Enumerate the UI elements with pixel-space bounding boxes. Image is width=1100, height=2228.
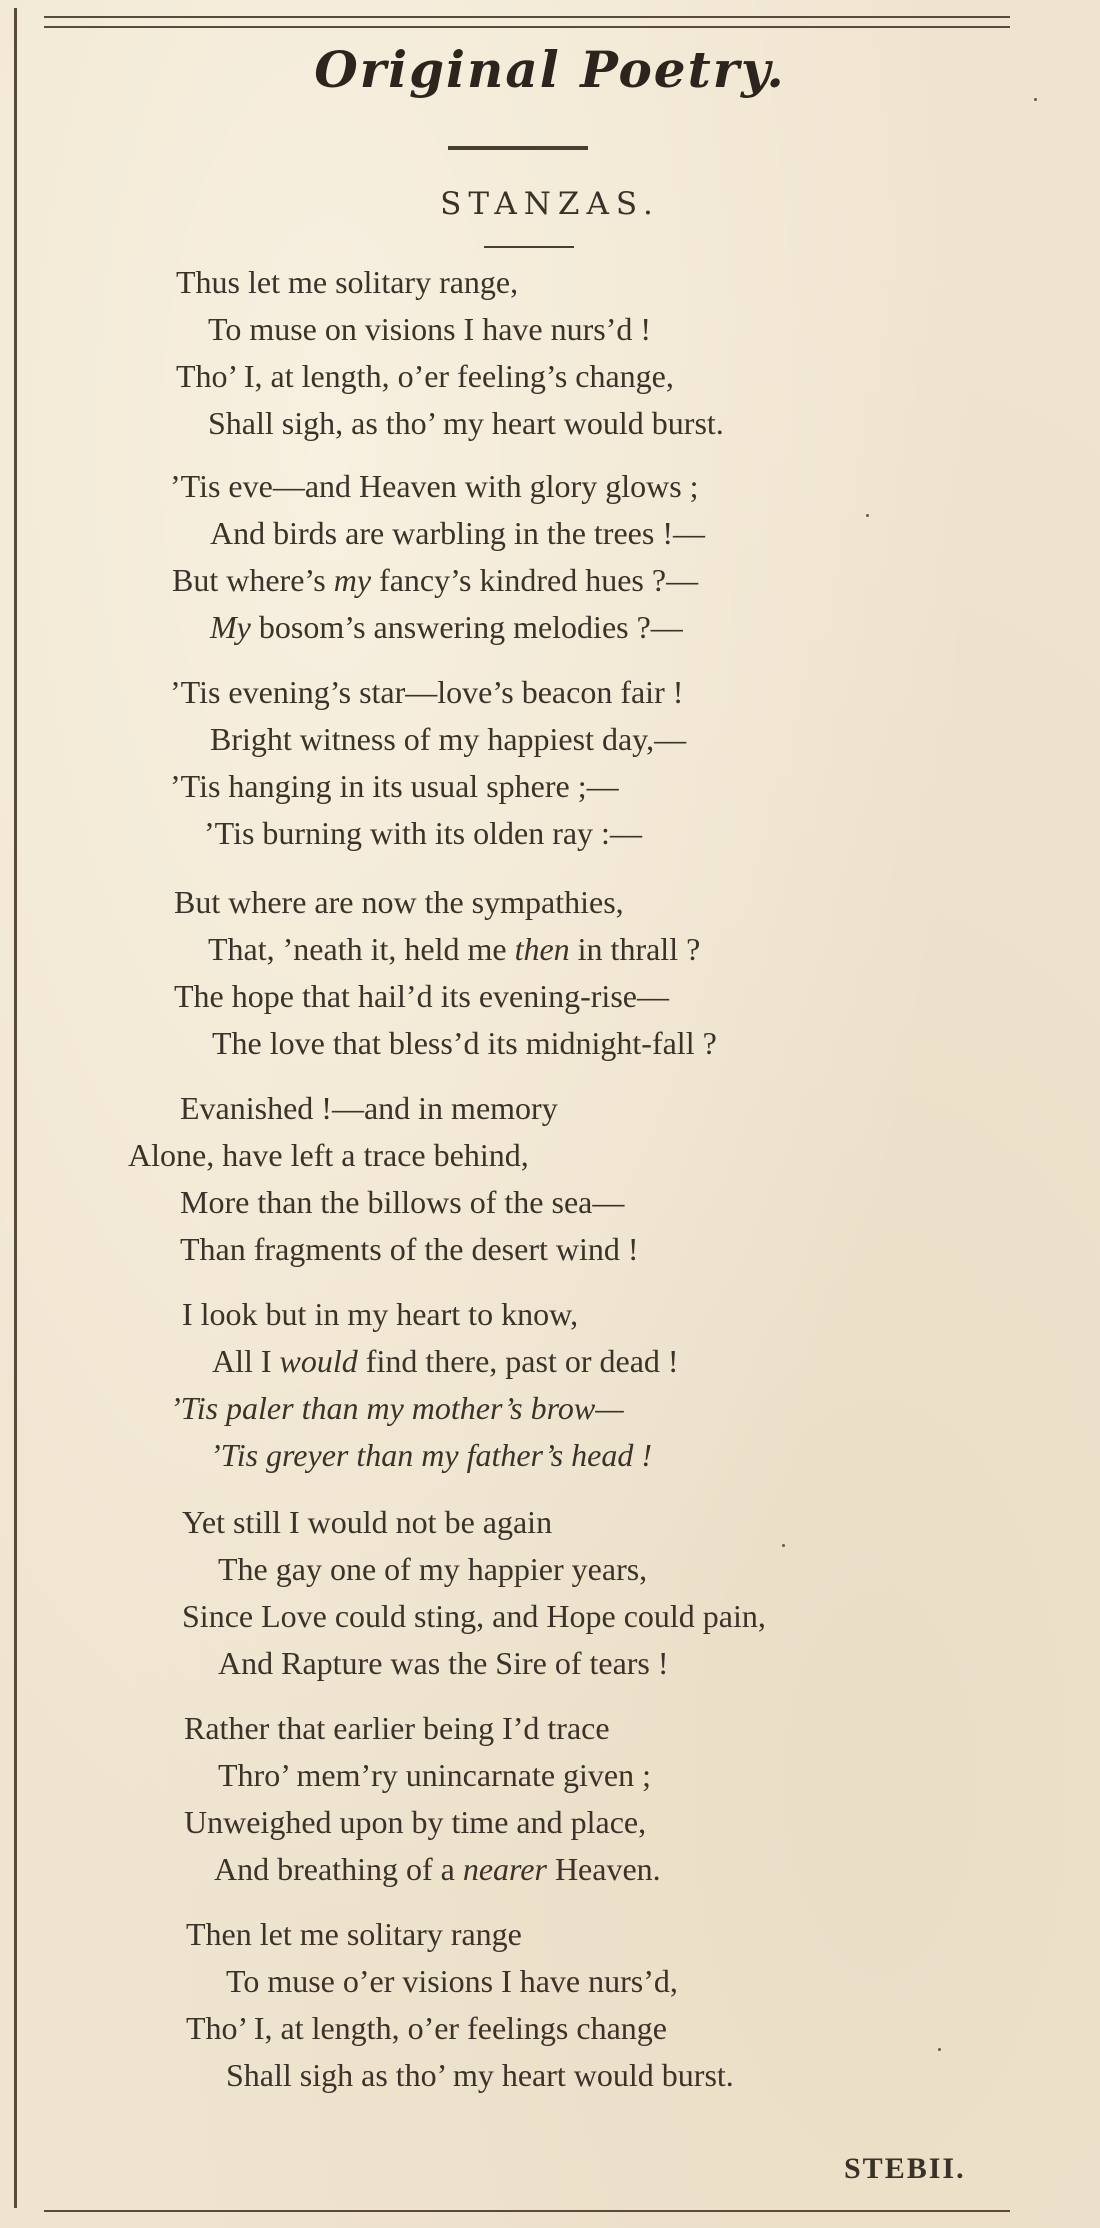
line-text: More than the billows of the sea— bbox=[180, 1184, 625, 1220]
author-signature: STEBII. bbox=[844, 2152, 966, 2185]
poem-line bbox=[208, 933, 700, 965]
line-text: But where are now the sympathies, bbox=[174, 884, 624, 920]
poem-line bbox=[180, 1186, 624, 1218]
bottom-rule bbox=[44, 2210, 1010, 2212]
line-text: in thrall ? bbox=[569, 931, 701, 967]
poem-line bbox=[170, 770, 619, 802]
line-text: And birds are warbling in the trees !— bbox=[210, 515, 705, 551]
line-text: ’Tis eve—and Heaven with glory glows ; bbox=[170, 468, 699, 504]
poem-line bbox=[128, 1139, 529, 1171]
poem-line bbox=[182, 1506, 552, 1538]
poem-line bbox=[218, 1553, 647, 1585]
line-text: Shall sigh, as tho’ my heart would burst. bbox=[208, 405, 724, 441]
top-rule-inner bbox=[44, 26, 1010, 28]
line-text: To muse on visions I have nurs’d ! bbox=[208, 311, 652, 347]
poem-line bbox=[184, 1806, 646, 1838]
line-text: fancy’s kindred hues ?— bbox=[371, 562, 699, 598]
line-text: Rather that earlier being I’d trace bbox=[184, 1710, 610, 1746]
line-text: I look but in my heart to know, bbox=[182, 1296, 579, 1332]
line-text: Yet still I would not be again bbox=[182, 1504, 553, 1540]
line-text: Unweighed upon by time and place, bbox=[184, 1804, 647, 1840]
line-text: ’Tis evening’s star—love’s beacon fair ! bbox=[170, 674, 684, 710]
line-emphasis: would bbox=[279, 1343, 358, 1379]
poem-line bbox=[210, 517, 705, 549]
poem-line bbox=[204, 817, 642, 849]
line-text: Bright witness of my happiest day,— bbox=[210, 721, 687, 757]
line-emphasis: My bbox=[210, 609, 251, 645]
section-heading: Original Poetry. bbox=[314, 40, 786, 99]
line-emphasis: ’Tis paler than my mother’s brow— bbox=[170, 1390, 624, 1426]
poem-line bbox=[218, 1647, 669, 1679]
paper-speck bbox=[1034, 98, 1037, 101]
line-text: Thro’ mem’ry unincarnate given ; bbox=[218, 1757, 652, 1793]
line-text: And Rapture was the Sire of tears ! bbox=[218, 1645, 669, 1681]
poem-line bbox=[180, 1092, 558, 1124]
line-emphasis: nearer bbox=[462, 1851, 547, 1887]
line-text: Tho’ I, at length, o’er feeling’s change, bbox=[176, 358, 674, 394]
poem-line bbox=[174, 980, 669, 1012]
top-rule bbox=[44, 16, 1010, 18]
poem-line bbox=[170, 470, 699, 502]
poem-line bbox=[176, 360, 674, 392]
paper-speck bbox=[938, 2048, 941, 2051]
line-text: ’Tis hanging in its usual sphere ;— bbox=[170, 768, 619, 804]
poem-line bbox=[208, 407, 724, 439]
poem-line bbox=[170, 1392, 624, 1424]
poem-line bbox=[208, 313, 651, 345]
line-text: All I bbox=[212, 1343, 280, 1379]
poem-title: STANZAS. bbox=[440, 186, 660, 222]
line-emphasis: ’Tis greyer than my father’s head ! bbox=[210, 1437, 653, 1473]
poem-line bbox=[186, 2012, 667, 2044]
line-text: And breathing of a bbox=[214, 1851, 463, 1887]
poem-line bbox=[174, 886, 624, 918]
poem-line bbox=[180, 1233, 639, 1265]
poem-line bbox=[186, 1918, 522, 1950]
poem-line bbox=[182, 1600, 766, 1632]
poem-line bbox=[172, 564, 698, 596]
poem-line bbox=[218, 1759, 651, 1791]
poem-line bbox=[170, 676, 683, 708]
line-text: Heaven. bbox=[546, 1851, 661, 1887]
poem-line bbox=[210, 611, 683, 643]
line-text: bosom’s answering melodies ?— bbox=[250, 609, 683, 645]
heading-rule bbox=[448, 146, 588, 150]
poem-line bbox=[176, 266, 518, 298]
poem-line bbox=[226, 2059, 734, 2091]
line-text: Shall sigh as tho’ my heart would burst. bbox=[226, 2057, 734, 2093]
poem-line bbox=[212, 1345, 679, 1377]
paper-speck bbox=[866, 514, 869, 517]
line-text: To muse o’er visions I have nurs’d, bbox=[226, 1963, 678, 1999]
line-text: Since Love could sting, and Hope could pain, bbox=[182, 1598, 766, 1634]
column-rule-left bbox=[14, 8, 17, 2208]
line-text: That, ’neath it, held me bbox=[208, 931, 515, 967]
poem-line bbox=[184, 1712, 610, 1744]
paper-speck bbox=[782, 1544, 785, 1547]
poem-line bbox=[226, 1965, 678, 1997]
line-text: But where’s bbox=[172, 562, 334, 598]
line-text: find there, past or dead ! bbox=[357, 1343, 679, 1379]
line-text: Evanished !—and in memory bbox=[180, 1090, 558, 1126]
poem-line bbox=[210, 1439, 652, 1471]
poem-line bbox=[182, 1298, 578, 1330]
line-text: The hope that hail’d its evening-rise— bbox=[174, 978, 669, 1014]
poem-line bbox=[212, 1027, 717, 1059]
line-text: Thus let me solitary range, bbox=[176, 264, 519, 300]
line-text: The love that bless’d its midnight-fall ? bbox=[212, 1025, 717, 1061]
poem-line bbox=[210, 723, 686, 755]
poem-line bbox=[214, 1853, 661, 1885]
line-text: Alone, have left a trace behind, bbox=[128, 1137, 529, 1173]
line-text: Tho’ I, at length, o’er feelings change bbox=[186, 2010, 667, 2046]
line-emphasis: my bbox=[333, 562, 372, 598]
line-text: The gay one of my happier years, bbox=[218, 1551, 648, 1587]
line-text: Then let me solitary range bbox=[186, 1916, 522, 1952]
line-text: Than fragments of the desert wind ! bbox=[180, 1231, 639, 1267]
title-rule bbox=[484, 246, 574, 248]
line-text: ’Tis burning with its olden ray :— bbox=[204, 815, 642, 851]
line-emphasis: then bbox=[514, 931, 570, 967]
